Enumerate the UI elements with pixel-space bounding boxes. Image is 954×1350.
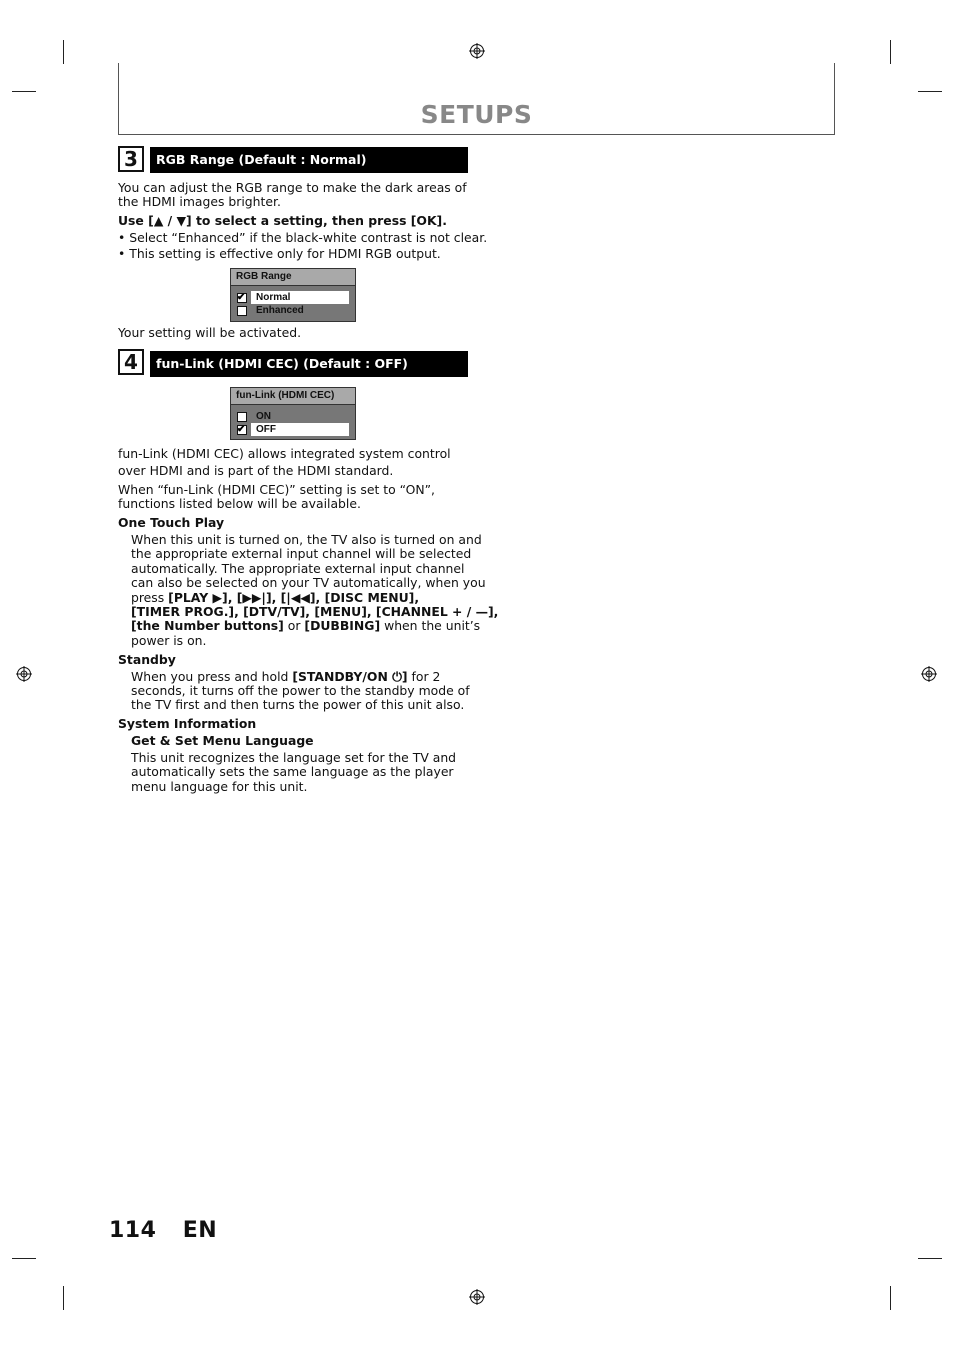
bullet-text: • Select “Enhanced” if the black-white contrast is not clear. bbox=[118, 230, 488, 245]
text-run: for 2 bbox=[407, 669, 441, 684]
button-ref-text: [PLAY ▶], [▶▶|], [|◀◀], [DISC MENU], bbox=[168, 590, 420, 605]
section-heading: RGB Range (Default : Normal) bbox=[150, 147, 468, 173]
registration-mark-icon bbox=[469, 1289, 485, 1305]
fun-link-menu bbox=[230, 387, 356, 440]
text-run: or bbox=[283, 618, 305, 633]
registration-mark-icon bbox=[16, 666, 32, 682]
menu-option-label: OFF bbox=[251, 423, 349, 436]
subheading: Standby bbox=[118, 652, 176, 667]
text-run: press bbox=[131, 590, 169, 605]
menu-option-normal[interactable] bbox=[236, 291, 355, 304]
crop-mark bbox=[890, 1286, 891, 1310]
body-text: automatically. The appropriate external input channel bbox=[131, 561, 465, 576]
subheading: System Information bbox=[118, 716, 257, 731]
menu-option-enhanced[interactable] bbox=[236, 304, 355, 317]
crop-mark bbox=[63, 40, 64, 64]
crop-mark bbox=[918, 1258, 942, 1259]
menu-option-off[interactable] bbox=[236, 423, 355, 436]
step-number: 4 bbox=[118, 349, 144, 375]
checkbox-checked-icon[interactable] bbox=[237, 293, 247, 303]
crop-mark bbox=[890, 40, 891, 64]
body-text: the appropriate external input channel will be selected bbox=[131, 546, 472, 561]
body-text: the HDMI images brighter. bbox=[118, 194, 281, 209]
menu-title: fun-Link (HDMI CEC) bbox=[231, 388, 355, 405]
menu-option-label: Enhanced bbox=[256, 305, 304, 316]
body-text: This unit recognizes the language set for the TV and bbox=[131, 750, 457, 765]
page-title: SETUPS bbox=[420, 100, 533, 129]
section-heading: fun-Link (HDMI CEC) (Default : OFF) bbox=[150, 351, 468, 377]
header-rule bbox=[118, 134, 835, 135]
body-text: When this unit is turned on, the TV also is turned on and bbox=[131, 532, 482, 547]
body-text: can also be selected on your TV automatically, when you bbox=[131, 575, 486, 590]
body-text bbox=[131, 619, 480, 634]
page-number-value: 114 bbox=[109, 1218, 157, 1243]
button-ref-text: [STANDBY/ON ⏻] bbox=[292, 669, 408, 684]
instruction-text: Use [▲ / ▼] to select a setting, then press [OK]. bbox=[118, 213, 447, 228]
language-code: EN bbox=[182, 1218, 218, 1243]
menu-option-on[interactable] bbox=[236, 410, 355, 423]
body-text: fun-Link (HDMI CEC) allows integrated system control bbox=[118, 446, 451, 461]
checkbox-checked-icon[interactable] bbox=[237, 425, 247, 435]
checkbox-empty-icon[interactable] bbox=[237, 306, 247, 316]
body-text: functions listed below will be available. bbox=[118, 496, 361, 511]
subheading: Get & Set Menu Language bbox=[131, 733, 314, 748]
crop-mark bbox=[63, 1286, 64, 1310]
body-text: menu language for this unit. bbox=[131, 779, 308, 794]
text-run: When you press and hold bbox=[131, 669, 293, 684]
registration-mark-icon bbox=[469, 43, 485, 59]
menu-option-label: ON bbox=[256, 411, 271, 422]
body-text: automatically sets the same language as the player bbox=[131, 764, 454, 779]
body-text: Your setting will be activated. bbox=[118, 325, 302, 340]
rgb-range-menu bbox=[230, 268, 356, 322]
button-ref-text: [DUBBING] bbox=[304, 618, 381, 633]
bullet-text: • This setting is effective only for HDMI RGB output. bbox=[118, 246, 441, 261]
crop-mark bbox=[12, 91, 36, 92]
body-text: the TV first and then turns the power of this unit also. bbox=[131, 697, 465, 712]
button-ref-text: [the Number buttons] bbox=[131, 618, 284, 633]
page-number bbox=[109, 1218, 217, 1243]
text-run: when the unit’s bbox=[380, 618, 481, 633]
body-text: You can adjust the RGB range to make the dark areas of bbox=[118, 180, 467, 195]
crop-mark bbox=[918, 91, 942, 92]
button-ref-text: [TIMER PROG.], [DTV/TV], [MENU], [CHANNEL + / —], bbox=[131, 604, 499, 619]
subheading: One Touch Play bbox=[118, 515, 225, 530]
body-text: seconds, it turns off the power to the standby mode of bbox=[131, 683, 470, 698]
body-text: power is on. bbox=[131, 633, 207, 648]
step-number: 3 bbox=[118, 146, 144, 172]
body-text: over HDMI and is part of the HDMI standard. bbox=[118, 463, 394, 478]
registration-mark-icon bbox=[921, 666, 937, 682]
checkbox-empty-icon[interactable] bbox=[237, 412, 247, 422]
menu-title: RGB Range bbox=[231, 269, 355, 286]
crop-mark bbox=[12, 1258, 36, 1259]
body-text: When “fun-Link (HDMI CEC)” setting is set to “ON”, bbox=[118, 482, 435, 497]
menu-option-label: Normal bbox=[251, 291, 349, 304]
